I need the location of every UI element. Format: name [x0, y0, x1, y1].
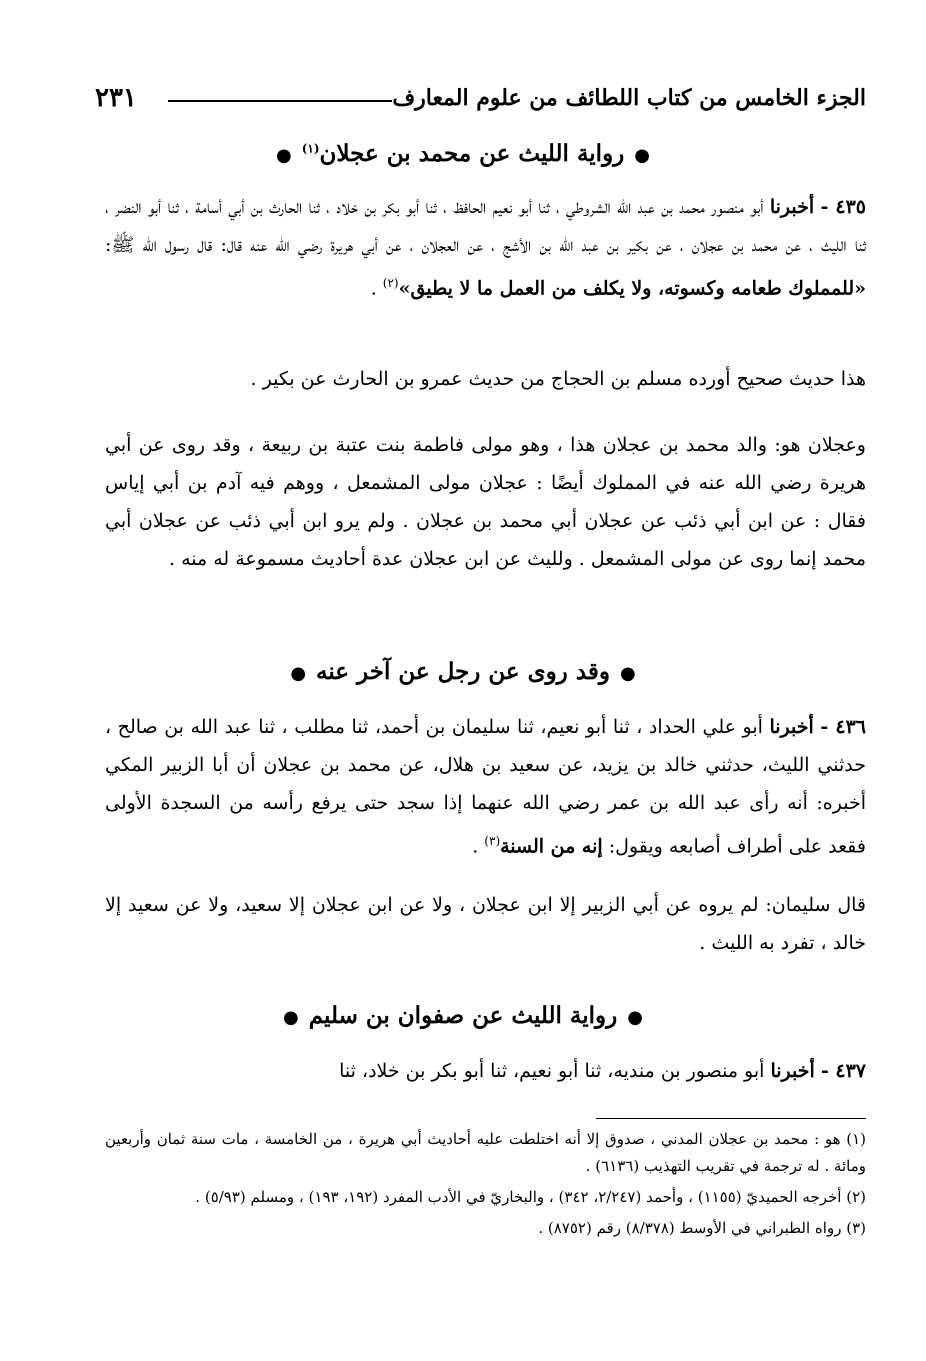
page-header: [95, 78, 866, 118]
footnote-ref: (٢): [382, 276, 399, 290]
commentary-text: قال سليمان: لم يروه عن أبي الزبير إلا ابن عجلان ، ولا عن ابن عجلان إلا سعيد، ولا عن سعيد إلا خالد ، تفرد به الليث .: [105, 894, 866, 954]
hadith-matn: «للمملوك طعامه وكسوته، ولا يكلف من العمل ما لا يطيق»: [398, 277, 866, 300]
footnote-ref: (٣): [484, 834, 501, 848]
commentary-435-b: [105, 426, 866, 578]
bullet-icon: ●: [283, 1007, 299, 1028]
section-heading-1: [0, 140, 926, 167]
hadith-end: .: [370, 277, 377, 300]
commentary-text: وعجلان هو: والد محمد بن عجلان هذا ، وهو مولى فاطمة بنت عتبة بن ربيعة ، وقد روى عن أبي هريرة رضي الله عنه في المملوك أيضًا : عجلان مولى المشمعل ، ووهم فيه آدم بن أبي إياس فقال : عن ابن أبي ذئب عن عجلان أبي محمد بن عجلان . ولم يرو ابن أبي ذئب عن عجلان أبي محمد إنما روى عن مولى المشمعل . ولليث عن ابن عجلان عدة أحاديث مسموعة له منه .: [105, 434, 866, 570]
hadith-isnad: أبو منصور بن منديه، ثنا أبو نعيم، ثنا أبو بكر بن خلاد، ثنا: [339, 1060, 765, 1082]
hadith-lead: أخبرنا: [770, 1060, 815, 1082]
hadith-end: .: [472, 835, 479, 858]
footnote-ref: (١): [301, 141, 320, 156]
hadith-435: [105, 188, 866, 307]
footnote-3: (٣) رواه الطبراني في الأوسط (٨/٣٧٨) رقم (٨٧٥٢) .: [538, 1219, 866, 1237]
bullet-icon: ●: [634, 145, 651, 166]
section-heading-2: [0, 658, 926, 685]
section-heading-3: [0, 1002, 926, 1029]
bullet-icon: ●: [275, 145, 292, 166]
commentary-435-a: [105, 360, 866, 398]
footnote-1: (١) هو : محمد بن عجلان المدني ، صدوق إلا أنه اختلطت عليه أحاديث أبي هريرة ، من الخامسة ، مات سنة ثمان وأربعين ومائة . له ترجمة في تقريب التهذيب (٦١٣٦) .: [105, 1130, 866, 1175]
hadith-number: ٤٣٦ -: [820, 716, 866, 738]
hadith-isnad: أبو منصور محمد بن عبد الله الشروطي ، ثنا أبو نعيم الحافظ ، ثنا أبو بكر بن خلاد ، ثنا الحارث بن أبي أسامة ، ثنا أبو النضر ، ثنا الليث ، عن محمد بن عجلان ، عن بكير بن عبد الله بن الأشج ، عن العجلان ، عن أبي هريرة رضي الله عنه قال: قال رسول الله ﷺ:: [105, 196, 866, 256]
hadith-matn: إنه من السنة: [500, 835, 603, 858]
footnotes: [105, 1126, 866, 1246]
page-number: ٢٣١: [95, 83, 137, 113]
commentary-text: هذا حديث صحيح أورده مسلم بن الحجاج من حديث عمرو بن الحارث عن بكير .: [250, 368, 866, 390]
bullet-icon: ●: [619, 663, 636, 684]
bullet-icon: ●: [627, 1007, 643, 1028]
hadith-number: ٤٣٧ -: [820, 1060, 866, 1082]
commentary-436: [105, 886, 866, 962]
footnote-2: (٢) أخرجه الحميديّ (١١٥٥) ، وأحمد (٢/٢٤٧، ٣٤٢) ، والبخاريّ في الأدب المفرد (١٩٢، ١٩٣) ، ومسلم (٥/٩٣) .: [195, 1188, 866, 1206]
hadith-isnad: أبو علي الحداد ، ثنا أبو نعيم، ثنا سليمان بن أحمد، ثنا مطلب ، ثنا عبد الله بن صالح ، حدثني الليث، حدثني خالد بن يزيد، عن سعيد بن هلال، عن محمد بن عجلان أن أبا الزبير المكي أخبره: أنه رأى عبد الله بن عمر رضي الله عنهما إذا سجد حتى يرفع رأسه من السجدة الأولى فقعد على أطراف أصابعه ويقول:: [105, 716, 866, 858]
hadith-number: ٤٣٥ -: [820, 196, 866, 218]
bullet-icon: ●: [290, 663, 307, 684]
heading-text: رواية الليث عن صفوان بن سليم: [308, 1002, 618, 1029]
hadith-lead: أخبرنا: [769, 196, 815, 218]
footnote-rule: [596, 1118, 866, 1119]
heading-text: رواية الليث عن محمد بن عجلان: [319, 140, 625, 167]
header-rule: [168, 100, 392, 102]
hadith-lead: أخبرنا: [769, 716, 814, 738]
heading-text: وقد روى عن رجل عن آخر عنه: [316, 658, 610, 685]
running-title: الجزء الخامس من كتاب اللطائف من علوم المعارف: [392, 85, 866, 111]
hadith-436: [105, 708, 866, 865]
hadith-437: [105, 1052, 866, 1090]
